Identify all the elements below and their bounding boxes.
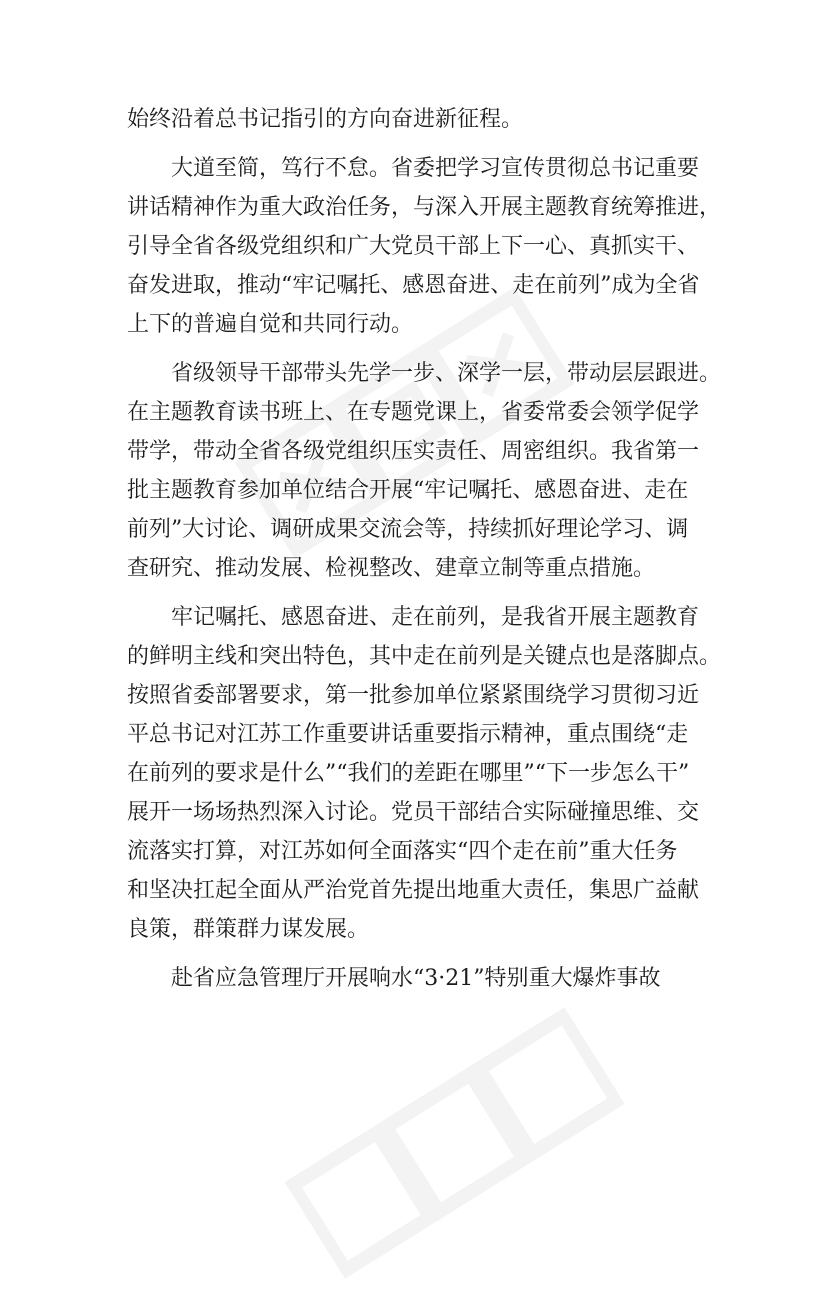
text-line: 始终沿着总书记指引的方向奋进新征程。 <box>127 107 524 132</box>
text-line: 讲话精神作为重大政治任务，与深入开展主题教育统筹推进， <box>127 195 722 220</box>
paragraph <box>127 100 717 139</box>
watermark-logo-bottom <box>283 1005 647 1314</box>
text-line: 牢记嘱托、感恩奋进、走在前列，是我省开展主题教育 <box>127 605 700 630</box>
text-line: 批主题教育参加单位结合开展“牢记嘱托、感恩奋进、走在 <box>127 478 689 503</box>
text-line: 省级领导干部带头先学一步、深学一层，带动层层跟进。 <box>127 361 722 386</box>
text-line: 查研究、推动发展、检视整改、建章立制等重点措施。 <box>127 556 656 581</box>
text-line: 的鲜明主线和突出特色，其中走在前列是关键点也是落脚点。 <box>127 644 722 669</box>
text-line: 流落实打算，对江苏如何全面落实“四个走在前”重大任务 <box>127 839 678 864</box>
paragraph <box>127 149 722 344</box>
paragraph <box>127 598 722 949</box>
text-line: 奋发进取，推动“牢记嘱托、感恩奋进、走在前列”成为全省 <box>127 273 700 298</box>
text-line: 大道至简，笃行不怠。省委把学习宣传贯彻总书记重要 <box>127 156 700 181</box>
watermark-stamp-icon <box>283 1005 632 1290</box>
text-line: 按照省委部署要求，第一批参加单位紧紧围绕学习贯彻习近 <box>127 683 700 708</box>
text-line: 和坚决扛起全面从严治党首先提出地重大责任，集思广益献 <box>127 878 700 903</box>
text-line: 带学，带动全省各级党组织压实责任、周密组织。我省第一 <box>127 439 700 464</box>
text-line: 在前列的要求是什么”“我们的差距在哪里”“下一步怎么干” <box>127 761 690 786</box>
text-line: 展开一场场热烈深入讨论。党员干部结合实际碰撞思维、交 <box>127 800 700 825</box>
text-line: 上下的普遍自觉和共同行动。 <box>127 312 414 337</box>
document-body <box>127 100 722 998</box>
text-line: 平总书记对江苏工作重要讲话重要指示精神，重点围绕“走 <box>127 722 689 747</box>
paragraph <box>127 959 717 998</box>
text-line: 前列”大讨论、调研成果交流会等，持续抓好理论学习、调 <box>127 517 689 542</box>
text-line: 良策，群策群力谋发展。 <box>127 917 370 942</box>
text-line: 赴省应急管理厅开展响水“3·21”特别重大爆炸事故 <box>127 966 661 991</box>
text-line: 引导全省各级党组织和广大党员干部上下一心、真抓实干、 <box>127 234 700 259</box>
paragraph <box>127 354 722 588</box>
text-line: 在主题教育读书班上、在专题党课上，省委常委会领学促学 <box>127 400 700 425</box>
